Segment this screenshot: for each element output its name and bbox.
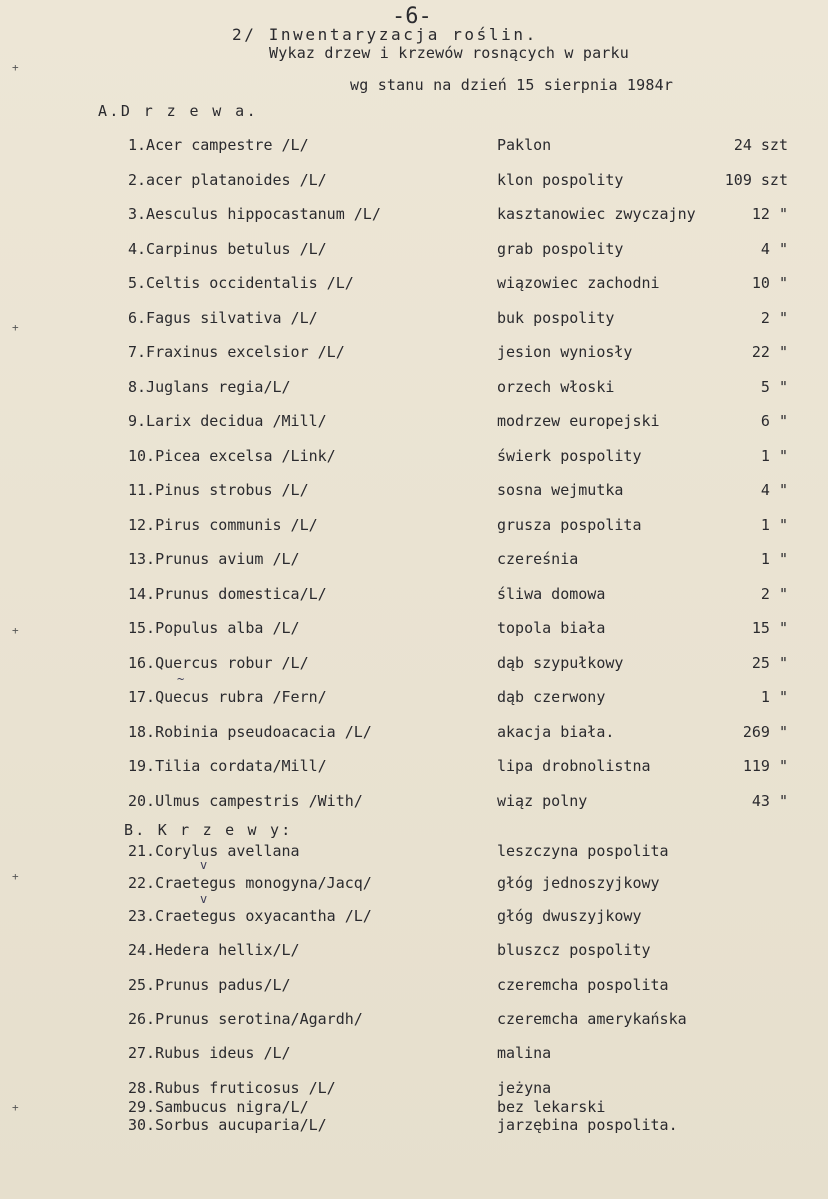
section-a-title: A.D r z e w a.	[98, 102, 259, 120]
shrub-latin-name: 28.Rubus fruticosus /L/	[128, 1079, 336, 1097]
tree-quantity: 1 "	[760, 688, 788, 706]
margin-mark: +	[12, 61, 19, 74]
tree-polish-name: klon pospolity	[497, 171, 624, 189]
tree-quantity: 4 "	[760, 240, 788, 258]
tree-polish-name: śliwa domowa	[497, 585, 606, 603]
tree-latin-name: 14.Prunus domestica/L/	[128, 585, 327, 603]
page-number: -6-	[392, 4, 432, 29]
tree-quantity: 1 "	[760, 447, 788, 465]
shrub-latin-name: 21.Corylus avellana	[128, 842, 300, 860]
tree-quantity: 25 "	[751, 654, 788, 672]
tree-latin-name: 9.Larix decidua /Mill/	[128, 412, 327, 430]
tree-quantity: 119 "	[742, 757, 788, 775]
shrub-latin-name: 23.Craetegus oxyacantha /L/	[128, 907, 372, 925]
shrub-latin-name: 27.Rubus ideus /L/	[128, 1044, 291, 1062]
document-subtitle: Wykaz drzew i krzewów rosnących w parku	[269, 44, 629, 62]
tree-latin-name: 15.Populus alba /L/	[128, 619, 300, 637]
tree-polish-name: Paklon	[497, 136, 552, 154]
tree-polish-name: wiązowiec zachodni	[497, 274, 660, 292]
tree-latin-name: 2.acer platanoides /L/	[128, 171, 327, 189]
tree-quantity: 2 "	[760, 309, 788, 327]
tree-latin-name: 5.Celtis occidentalis /L/	[128, 274, 354, 292]
shrub-polish-name: jarzębina pospolita.	[497, 1116, 678, 1134]
tree-quantity: 4 "	[760, 481, 788, 499]
tree-latin-name: 11.Pinus strobus /L/	[128, 481, 309, 499]
shrub-latin-name: 26.Prunus serotina/Agardh/	[128, 1010, 363, 1028]
tree-quantity: 6 "	[760, 412, 788, 430]
tree-quantity: 109 szt	[724, 171, 788, 189]
tree-quantity: 22 "	[751, 343, 788, 361]
tree-polish-name: buk pospolity	[497, 309, 615, 327]
margin-mark: +	[12, 321, 19, 334]
handwritten-mark: v	[200, 892, 208, 906]
document-title: 2/ Inwentaryzacja roślin.	[232, 25, 538, 44]
shrub-latin-name: 30.Sorbus aucuparia/L/	[128, 1116, 327, 1134]
handwritten-mark: v	[200, 858, 208, 872]
tree-polish-name: świerk pospolity	[497, 447, 642, 465]
shrub-latin-name: 22.Craetegus monogyna/Jacq/	[128, 874, 372, 892]
shrub-polish-name: malina	[497, 1044, 552, 1062]
tree-latin-name: 8.Juglans regia/L/	[128, 378, 291, 396]
tree-latin-name: 19.Tilia cordata/Mill/	[128, 757, 327, 775]
tree-latin-name: 17.Quecus rubra /Fern/	[128, 688, 327, 706]
tree-latin-name: 3.Aesculus hippocastanum /L/	[128, 205, 381, 223]
tree-latin-name: 10.Picea excelsa /Link/	[128, 447, 336, 465]
section-b-title: B. K r z e w y:	[124, 821, 293, 839]
tree-polish-name: czereśnia	[497, 550, 579, 568]
tree-latin-name: 13.Prunus avium /L/	[128, 550, 300, 568]
tree-latin-name: 18.Robinia pseudoacacia /L/	[128, 723, 372, 741]
shrub-polish-name: czeremcha amerykańska	[497, 1010, 687, 1028]
tree-quantity: 2 "	[760, 585, 788, 603]
tree-polish-name: sosna wejmutka	[497, 481, 624, 499]
tree-polish-name: grab pospolity	[497, 240, 624, 258]
tree-polish-name: wiąz polny	[497, 792, 588, 810]
tree-latin-name: 7.Fraxinus excelsior /L/	[128, 343, 345, 361]
shrub-polish-name: bez lekarski	[497, 1098, 606, 1116]
document-date: wg stanu na dzień 15 sierpnia 1984r	[350, 76, 674, 94]
tree-quantity: 12 "	[751, 205, 788, 223]
tree-quantity: 269 "	[742, 723, 788, 741]
shrub-latin-name: 29.Sambucus nigra/L/	[128, 1098, 309, 1116]
tree-polish-name: dąb szypułkowy	[497, 654, 624, 672]
handwritten-mark: ~	[177, 672, 185, 686]
tree-polish-name: modrzew europejski	[497, 412, 660, 430]
margin-mark: +	[12, 624, 19, 637]
tree-polish-name: orzech włoski	[497, 378, 615, 396]
shrub-polish-name: głóg jednoszyjkowy	[497, 874, 660, 892]
tree-latin-name: 20.Ulmus campestris /With/	[128, 792, 363, 810]
tree-polish-name: jesion wyniosły	[497, 343, 633, 361]
shrub-polish-name: czeremcha pospolita	[497, 976, 669, 994]
tree-latin-name: 16.Quercus robur /L/	[128, 654, 309, 672]
tree-polish-name: kasztanowiec zwyczajny	[497, 205, 696, 223]
tree-polish-name: akacja biała.	[497, 723, 615, 741]
tree-quantity: 43 "	[751, 792, 788, 810]
shrub-polish-name: leszczyna pospolita	[497, 842, 669, 860]
tree-quantity: 1 "	[760, 550, 788, 568]
tree-quantity: 15 "	[751, 619, 788, 637]
tree-quantity: 24 szt	[733, 136, 788, 154]
tree-quantity: 1 "	[760, 516, 788, 534]
tree-latin-name: 12.Pirus communis /L/	[128, 516, 318, 534]
tree-polish-name: dąb czerwony	[497, 688, 606, 706]
shrub-polish-name: bluszcz pospolity	[497, 941, 651, 959]
shrub-polish-name: jeżyna	[497, 1079, 552, 1097]
tree-polish-name: grusza pospolita	[497, 516, 642, 534]
tree-polish-name: topola biała	[497, 619, 606, 637]
tree-latin-name: 4.Carpinus betulus /L/	[128, 240, 327, 258]
margin-mark: +	[12, 1101, 19, 1114]
tree-quantity: 10 "	[751, 274, 788, 292]
tree-quantity: 5 "	[760, 378, 788, 396]
margin-mark: +	[12, 870, 19, 883]
shrub-polish-name: głóg dwuszyjkowy	[497, 907, 642, 925]
tree-latin-name: 6.Fagus silvativa /L/	[128, 309, 318, 327]
tree-polish-name: lipa drobnolistna	[497, 757, 651, 775]
tree-latin-name: 1.Acer campestre /L/	[128, 136, 309, 154]
shrub-latin-name: 25.Prunus padus/L/	[128, 976, 291, 994]
shrub-latin-name: 24.Hedera hellix/L/	[128, 941, 300, 959]
